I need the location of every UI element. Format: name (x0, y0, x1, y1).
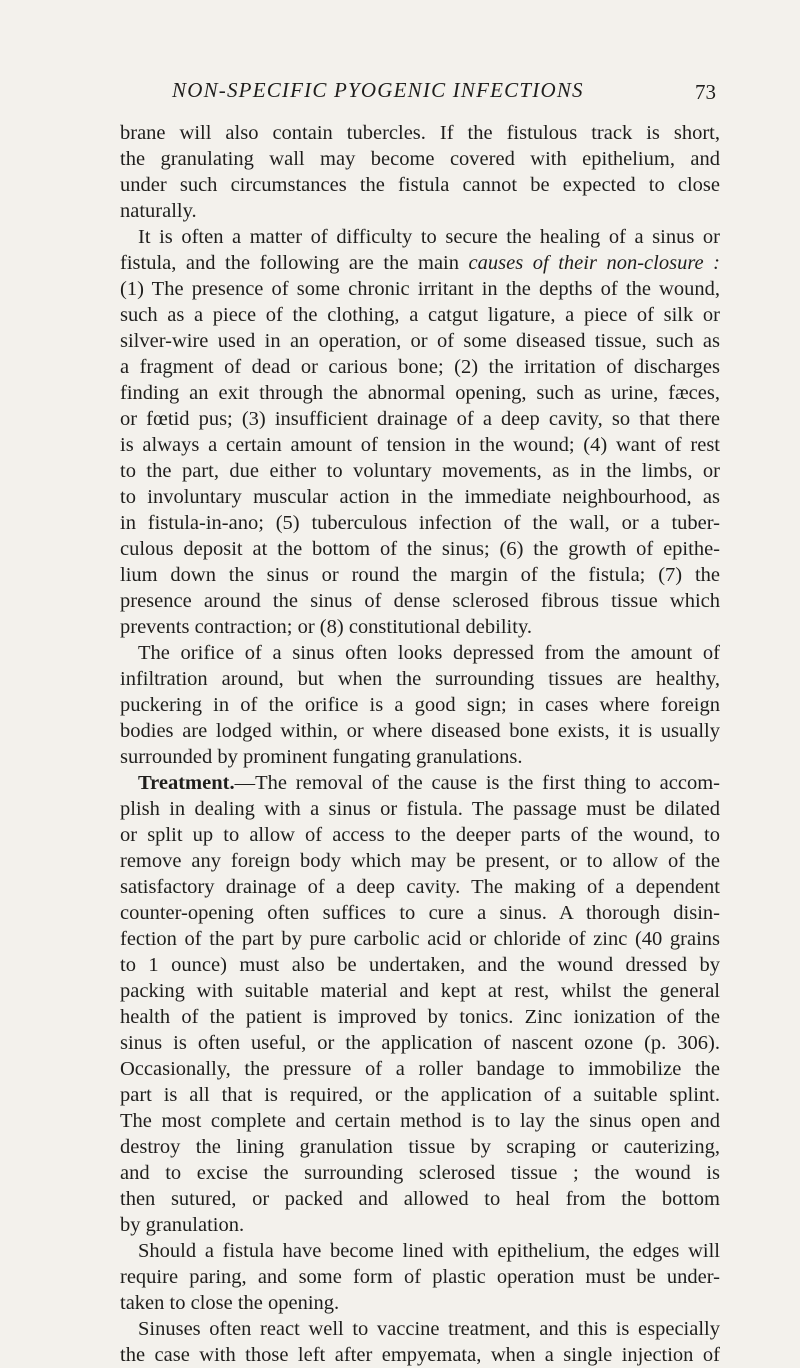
text-line (120, 692, 720, 718)
line-text: —The removal of the cause is the first thing to accom- (234, 772, 720, 794)
running-title: NON-SPECIFIC PYOGENIC INFECTIONS (172, 78, 584, 102)
line-text: The most complete and certain method is to lay the sinus open and (120, 1110, 720, 1132)
line-text: in fistula-in-ano; (5) tuberculous infection of the wall, or a tuber- (120, 512, 720, 534)
line-text: fistula, and the following are the main (120, 252, 469, 274)
text-line (120, 978, 720, 1004)
text-line (120, 1212, 720, 1238)
line-text: part is all that is required, or the application of a suitable splint. (120, 1084, 720, 1106)
text-line (120, 848, 720, 874)
line-text: finding an exit through the abnormal opening, such as urine, fæces, (120, 382, 720, 404)
line-text: It is often a matter of difficulty to secure the healing of a sinus or (138, 226, 720, 248)
text-line (120, 250, 720, 276)
body-text (120, 120, 720, 1366)
text-line (120, 198, 720, 224)
text-line (120, 1082, 720, 1108)
text-line (120, 1316, 720, 1342)
line-text: infiltration around, but when the surrounding tissues are healthy, (120, 668, 720, 690)
text-line (120, 120, 720, 146)
line-text: or split up to allow of access to the deeper parts of the wound, to (120, 824, 720, 846)
text-line (120, 484, 720, 510)
text-line (120, 1030, 720, 1056)
line-text: is always a certain amount of tension in the wound; (4) want of rest (120, 434, 720, 456)
text-line (120, 1160, 720, 1186)
line-text: health of the patient is improved by tonics. Zinc ionization of the (120, 1006, 720, 1028)
line-text: satisfactory drainage of a deep cavity. The making of a dependent (120, 876, 720, 898)
text-line (120, 952, 720, 978)
text-line (120, 640, 720, 666)
line-text: silver-wire used in an operation, or of some diseased tissue, such as (120, 330, 720, 352)
line-text: The orifice of a sinus often looks depressed from the amount of (138, 642, 720, 664)
line-text: require paring, and some form of plastic operation must be under- (120, 1266, 720, 1288)
line-text: Should a fistula have become lined with epithelium, the edges will (138, 1240, 720, 1262)
text-line (120, 224, 720, 250)
text-line (120, 328, 720, 354)
page-number: 73 (695, 80, 716, 104)
line-text: lium down the sinus or round the margin of the fistula; (7) the (120, 564, 720, 586)
line-text: remove any foreign body which may be present, or to allow of the (120, 850, 720, 872)
text-line (120, 354, 720, 380)
line-text: to 1 ounce) must also be undertaken, and the wound dressed by (120, 954, 720, 976)
line-text: (1) The presence of some chronic irritant in the depths of the wound, (120, 278, 720, 300)
text-line (120, 822, 720, 848)
line-text: Sinuses often react well to vaccine treatment, and this is especially (138, 1318, 720, 1340)
line-text: fection of the part by pure carbolic acid or chloride of zinc (40 grains (120, 928, 720, 950)
text-line (120, 276, 720, 302)
text-line (120, 1290, 720, 1316)
line-text: a fragment of dead or carious bone; (2) the irritation of discharges (120, 356, 720, 378)
line-text: sinus is often useful, or the application of nascent ozone (p. 306). (120, 1032, 720, 1054)
line-text: plish in dealing with a sinus or fistula. The passage must be dilated (120, 798, 720, 820)
line-text: packing with suitable material and kept at rest, whilst the general (120, 980, 720, 1002)
line-text: prevents contraction; or (8) constitutional debility. (120, 616, 532, 638)
text-line (120, 172, 720, 198)
text-line (120, 380, 720, 406)
line-text: Occasionally, the pressure of a roller bandage to immobilize the (120, 1058, 720, 1080)
text-line (120, 1238, 720, 1264)
text-line (120, 770, 720, 796)
text-line (120, 406, 720, 432)
text-line (120, 874, 720, 900)
text-line (120, 1342, 720, 1368)
line-text: the granulating wall may become covered with epithelium, and (120, 148, 720, 170)
italic-text: causes of their non-closure : (468, 252, 720, 274)
line-text: under such circumstances the fistula cannot be expected to close (120, 174, 720, 196)
text-line (120, 1056, 720, 1082)
text-line (120, 1264, 720, 1290)
line-text: then sutured, or packed and allowed to heal from the bottom (120, 1188, 720, 1210)
text-line (120, 1134, 720, 1160)
bold-heading: Treatment. (138, 772, 235, 794)
line-text: brane will also contain tubercles. If the fistulous track is short, (120, 122, 720, 144)
line-text: bodies are lodged within, or where diseased bone exists, it is usually (120, 720, 720, 742)
line-text: to involuntary muscular action in the immediate neighbourhood, as (120, 486, 720, 508)
running-head (120, 78, 720, 108)
text-line (120, 614, 720, 640)
text-line (120, 562, 720, 588)
line-text: culous deposit at the bottom of the sinus; (6) the growth of epithe- (120, 538, 720, 560)
line-text: presence around the sinus of dense sclerosed fibrous tissue which (120, 590, 720, 612)
text-line (120, 1004, 720, 1030)
line-text: destroy the lining granulation tissue by scraping or cauterizing, (120, 1136, 720, 1158)
text-line (120, 1108, 720, 1134)
text-line (120, 744, 720, 770)
line-text: and to excise the surrounding sclerosed tissue ; the wound is (120, 1162, 720, 1184)
text-line (120, 1186, 720, 1212)
text-line (120, 510, 720, 536)
line-text: such as a piece of the clothing, a catgut ligature, a piece of silk or (120, 304, 720, 326)
text-line (120, 302, 720, 328)
text-line (120, 536, 720, 562)
line-text: to the part, due either to voluntary movements, as in the limbs, or (120, 460, 720, 482)
line-text: surrounded by prominent fungating granulations. (120, 746, 523, 768)
line-text: counter-opening often suffices to cure a sinus. A thorough disin- (120, 902, 720, 924)
line-text: taken to close the opening. (120, 1292, 340, 1314)
line-text: naturally. (120, 200, 197, 222)
text-line (120, 718, 720, 744)
text-line (120, 796, 720, 822)
text-line (120, 588, 720, 614)
text-line (120, 432, 720, 458)
text-line (120, 900, 720, 926)
text-line (120, 926, 720, 952)
text-line (120, 146, 720, 172)
line-text: or fœtid pus; (3) insufficient drainage of a deep cavity, so that there (120, 408, 720, 430)
line-text: the case with those left after empyemata, when a single injection of (120, 1344, 720, 1366)
text-line (120, 666, 720, 692)
text-line (120, 458, 720, 484)
line-text: puckering in of the orifice is a good sign; in cases where foreign (120, 694, 720, 716)
line-text: by granulation. (120, 1214, 245, 1236)
